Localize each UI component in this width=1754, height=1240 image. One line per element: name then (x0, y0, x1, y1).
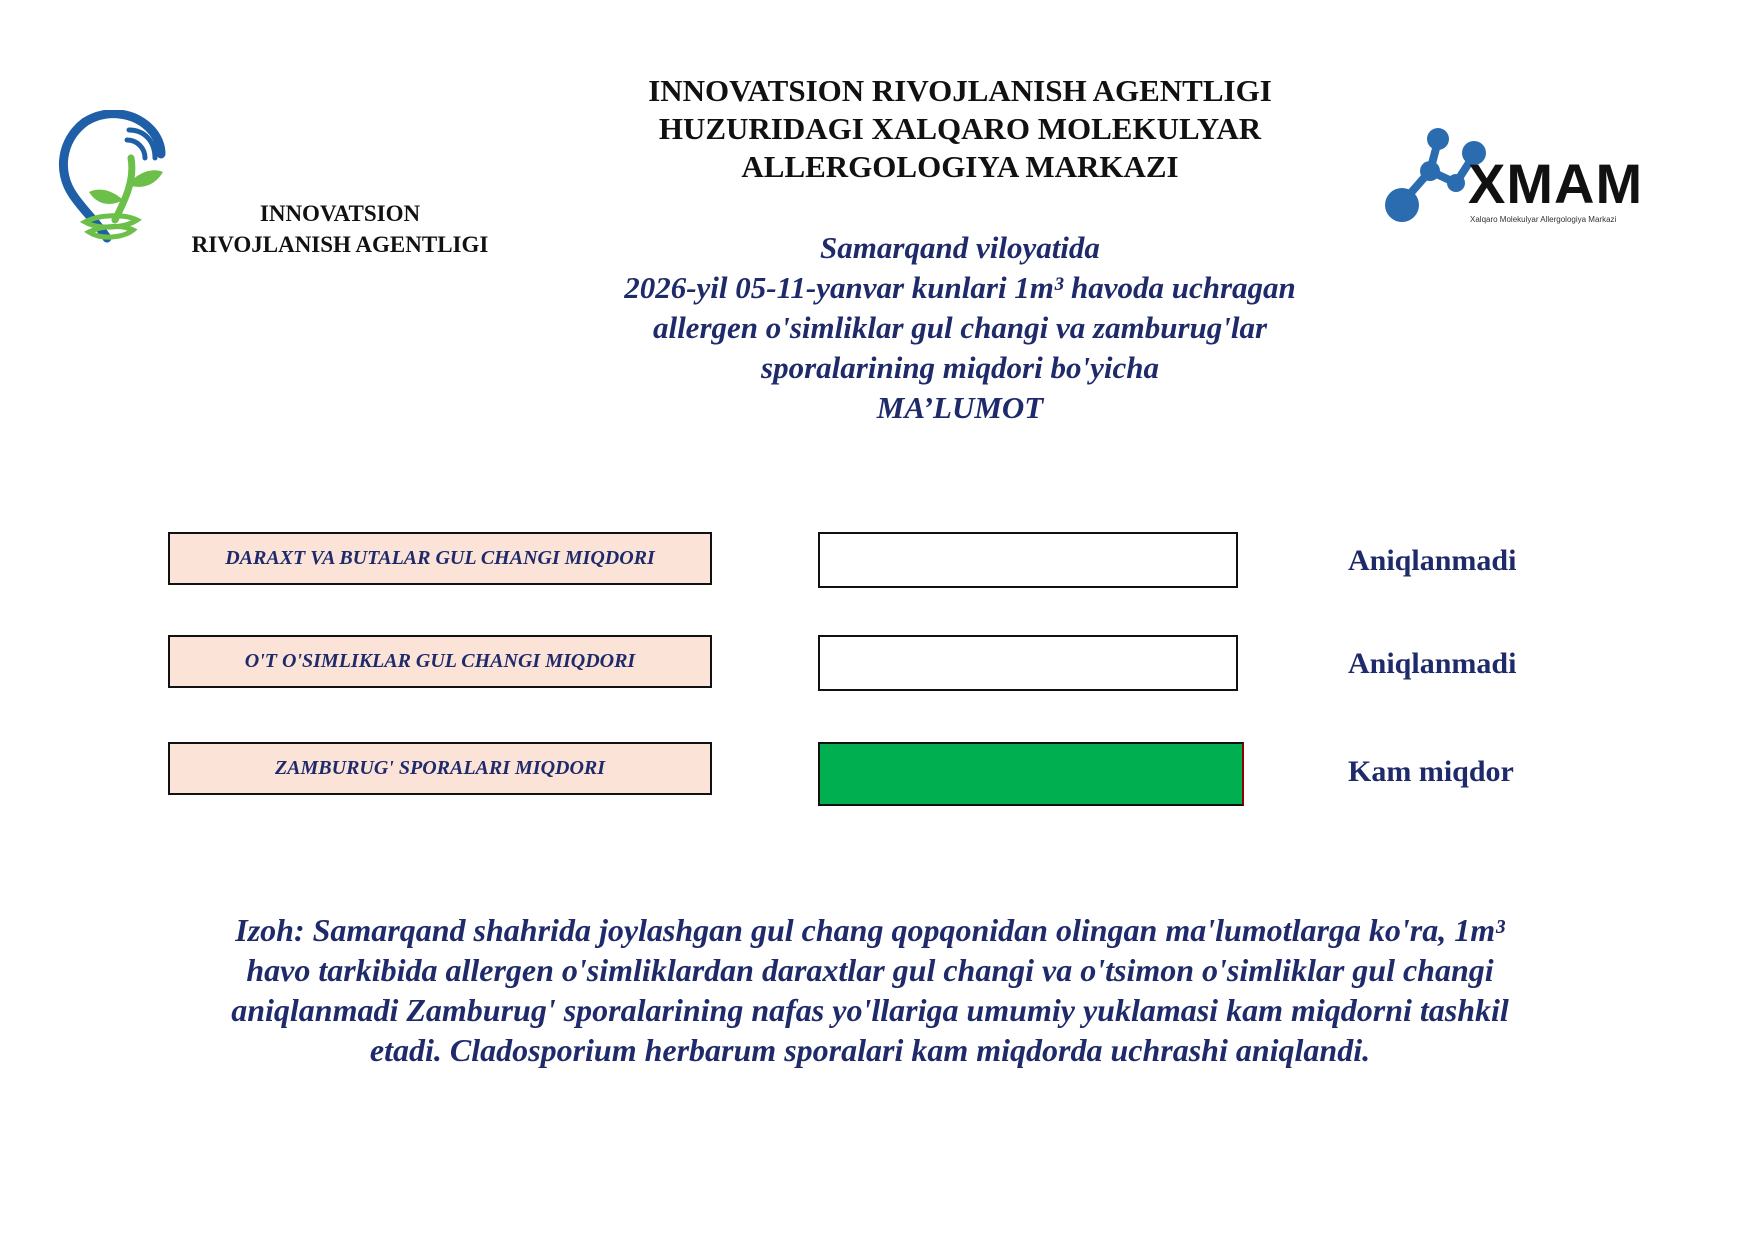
label-grass-pollen (168, 635, 712, 688)
agency-caption-line2: RIVOJLANISH AGENTLIGI (191, 232, 489, 257)
org-title-line1: INNOVATSION RIVOJLANISH AGENTLIGI (648, 73, 1272, 108)
agency-logo-caption (160, 198, 520, 260)
org-title-line2: HUZURIDAGI XALQARO MOLEKULYAR (658, 111, 1262, 146)
xmam-subtitle: Xalqaro Molekulyar Allergologiya Markazi (1470, 215, 1617, 224)
label-tree-pollen (168, 532, 712, 585)
level-tree-pollen (818, 532, 1238, 588)
label-fungal-spores-text: ZAMBURUG' SPORALARI MIQDORI (274, 757, 606, 779)
org-title-line3: ALLERGOLOGIYA MARKAZI (741, 149, 1179, 184)
agency-caption-line1: INNOVATSION (259, 201, 421, 226)
agency-logo (55, 110, 170, 245)
report-title-line3: allergen o'simliklar gul changi va zamburug'lar (652, 310, 1268, 345)
xmam-wordmark: XMAM (1468, 152, 1644, 215)
note-line3: aniqlanmadi Zamburug' sporalarining nafas yo'llariga umumiy yuklamasi kam miqdorni tashkil (231, 992, 1509, 1028)
level-fungal-spores-fill (820, 744, 1242, 804)
lightbulb-plant-icon (55, 110, 170, 245)
level-grass-pollen (818, 635, 1238, 691)
note-line4: etadi. Cladosporium herbarum sporalari kam miqdorda uchrashi aniqlandi. (369, 1032, 1371, 1068)
note-paragraph (190, 910, 1550, 1070)
status-grass-pollen: Aniqlanmadi (1348, 647, 1517, 680)
xmam-logo (1378, 125, 1678, 250)
level-fungal-spores (818, 742, 1244, 806)
report-title-line4: sporalarining miqdori bo'yicha (761, 350, 1159, 385)
organization-title (520, 72, 1400, 186)
status-fungal-spores: Kam miqdor (1348, 755, 1514, 788)
status-tree-pollen: Aniqlanmadi (1348, 544, 1517, 577)
note-line2: havo tarkibida allergen o'simliklardan daraxtlar gul changi va o'tsimon o'simliklar gul changi (246, 952, 1494, 988)
report-title-line2: 2026-yil 05-11-yanvar kunlari 1m³ havoda uchragan (624, 270, 1296, 305)
report-title-line1: Samarqand viloyatida (820, 230, 1100, 265)
label-tree-pollen-text: DARAXT VA BUTALAR GUL CHANGI MIQDORI (225, 547, 655, 569)
note-line1: Izoh: Samarqand shahrida joylashgan gul chang qopqonidan olingan ma'lumotlarga ko'ra, 1m³ (235, 912, 1505, 948)
report-title (520, 228, 1400, 428)
label-grass-pollen-text: O'T O'SIMLIKLAR GUL CHANGI MIQDORI (244, 650, 636, 672)
label-fungal-spores (168, 742, 712, 795)
report-title-line5: MA’LUMOT (876, 390, 1044, 425)
